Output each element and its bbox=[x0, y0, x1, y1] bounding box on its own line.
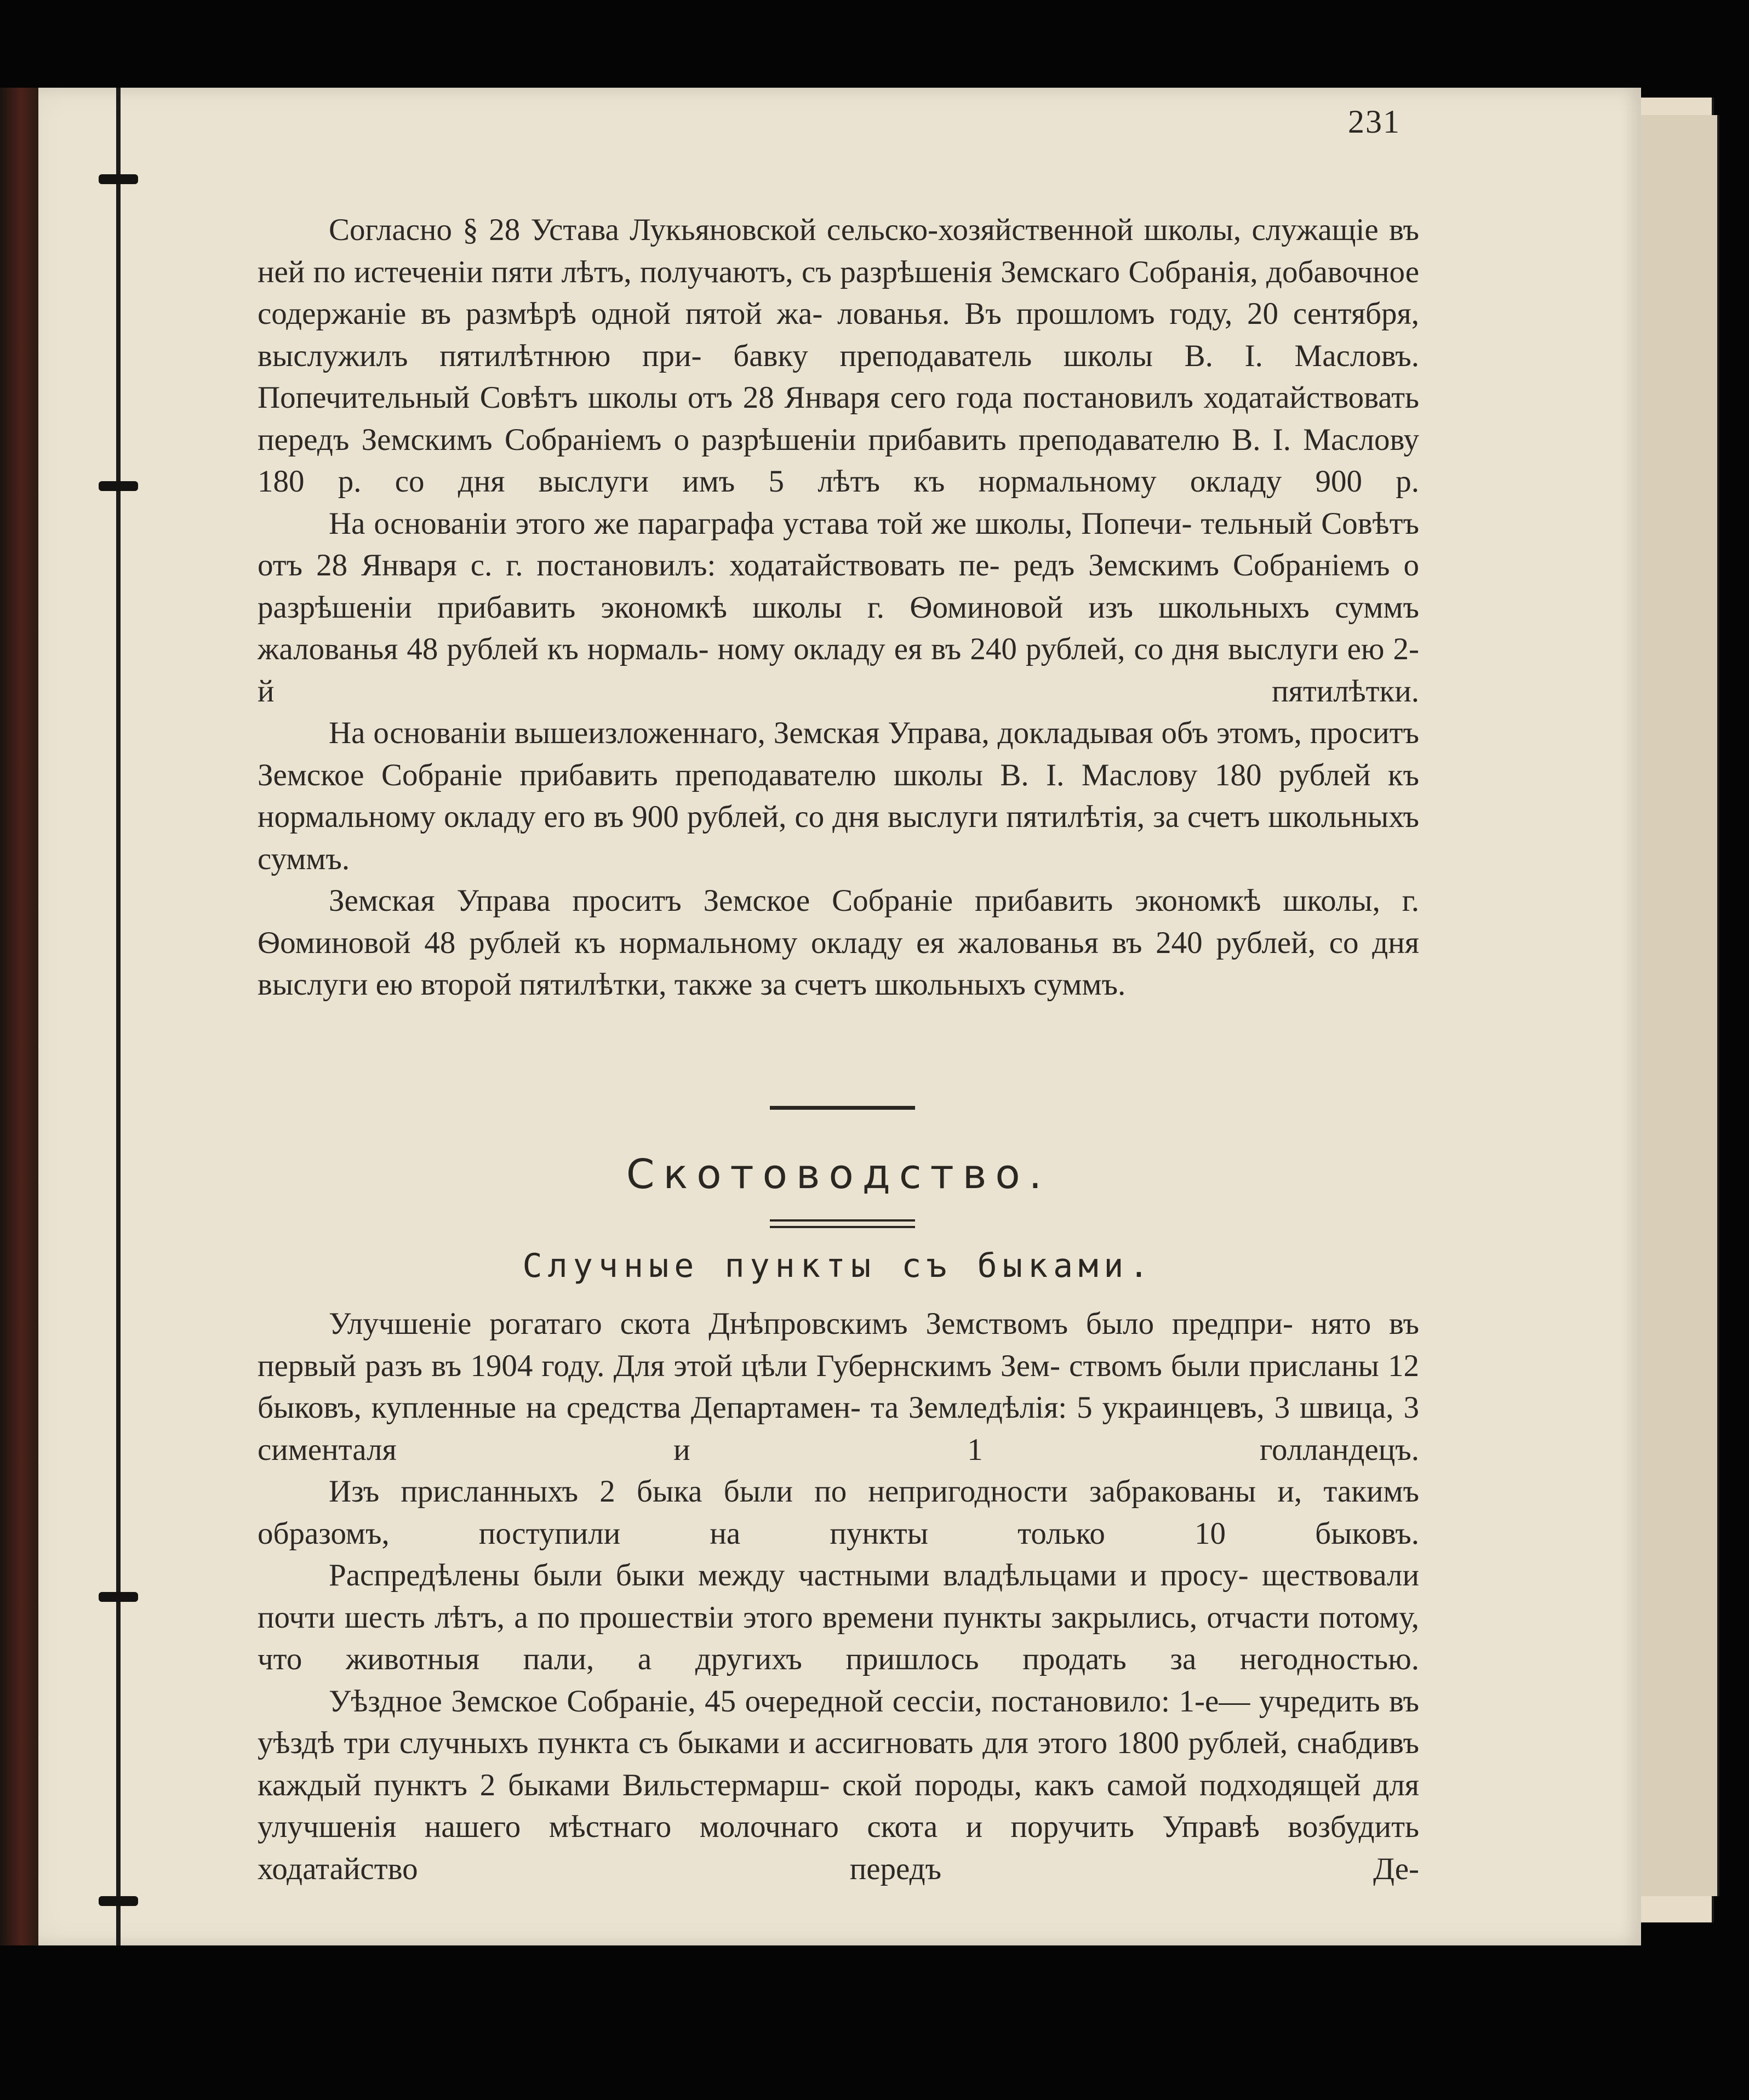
paragraph: Изъ присланныхъ 2 быка были по непригодности забракованы и, такимъ образомъ, поступили на пункты только 10 быковъ. bbox=[258, 1474, 1420, 1551]
paragraph: Распредѣлены были быки между частными владѣльцами и просу- ществовали почти шесть лѣтъ, а по прошествіи этого времени пункты закрылись, отчасти потому, что животныя пали, а другихъ пришлось продать за негодностью. bbox=[258, 1558, 1419, 1676]
text-block-cattle bbox=[258, 1303, 1419, 1890]
paragraph: На основаніи этого же параграфа устава той же школы, Попечи- тельный Совѣтъ отъ 28 Января с. г. постановилъ: ходатайствовать пе- редъ Земскимъ Собраніемъ о разрѣшеніи прибавить экономкѣ школы г. Ѳоминовой изъ школьныхъ суммъ жалованья 48 рублей къ нормаль- ному окладу ея въ 240 рублей, со дня выслуги ею 2-й пятилѣтки. bbox=[258, 506, 1420, 709]
text-block-school bbox=[258, 209, 1419, 1006]
section-subheading: Случные пункты съ быками. bbox=[522, 1247, 1154, 1285]
paragraph: Уѣздное Земское Собраніе, 45 очередной сессіи, постановило: 1-е— учредить въ уѣздѣ три случныхъ пункта съ быками и ассигновать для этого 1800 рублей, снабдивъ каждый пунктъ 2 быками Вильстермарш- ской породы, какъ самой подходящей для улучшенія нашего мѣстнаго молочнаго скота и поручить Управѣ возбудить ходатайство передъ Де- bbox=[258, 1684, 1420, 1886]
binding-stitch bbox=[99, 1896, 138, 1906]
paragraph: На основаніи вышеизложеннаго, Земская Управа, докладывая объ этомъ, проситъ Земское Собраніе прибавить преподавателю школы В. І. Маслову 180 рублей къ нормальному окладу его въ 900 рублей, со дня выслуги пятилѣтія, за счетъ школьныхъ суммъ. bbox=[258, 716, 1419, 876]
binding-stitch bbox=[99, 1592, 138, 1602]
binding-stitch bbox=[99, 481, 138, 491]
paragraph: Земская Управа проситъ Земское Собраніе прибавить экономкѣ школы, г. Ѳоминовой 48 рублей къ нормальному окладу ея жалованья въ 240 рублей, со дня выслуги ею второй пятилѣтки, также за счетъ школьныхъ суммъ. bbox=[258, 883, 1419, 1002]
paragraph: Улучшеніе рогатаго скота Днѣпровскимъ Земствомъ было предпри- нято въ первый разъ въ 1904 году. Для этой цѣли Губернскимъ Зем- ствомъ были присланы 12 быковъ, купленные на средства Департамен- та Земледѣлія: 5 украинцевъ, 3 швица, 3 сименталя и 1 голландецъ. bbox=[258, 1306, 1420, 1467]
book-spine bbox=[0, 88, 38, 1945]
binding-stitch bbox=[99, 174, 138, 184]
section-heading: Скотоводство. bbox=[626, 1151, 1051, 1198]
page-stack-edge-inner bbox=[1633, 115, 1719, 1896]
double-rule bbox=[770, 1219, 915, 1228]
paragraph: Согласно § 28 Устава Лукьяновской сельско-хозяйственной школы, служащіе въ ней по истеченіи пяти лѣтъ, получаютъ, съ разрѣшенія Земскаго Собранія, добавочное содержаніе въ размѣрѣ одной пятой жа- лованья. Въ прошломъ году, 20 сентября, выслужилъ пятилѣтнюю при- бавку преподаватель школы В. І. Масловъ. Попечительный Совѣтъ школы отъ 28 Января сего года постановилъ ходатайствовать передъ Земскимъ Собраніемъ о разрѣшеніи прибавить преподавателю В. І. Маслову 180 р. со дня выслуги имъ 5 лѣтъ къ нормальному окладу 900 р. bbox=[258, 213, 1420, 499]
gutter-line bbox=[116, 88, 121, 1945]
section-divider bbox=[770, 1106, 915, 1110]
page-number: 231 bbox=[1348, 104, 1401, 140]
